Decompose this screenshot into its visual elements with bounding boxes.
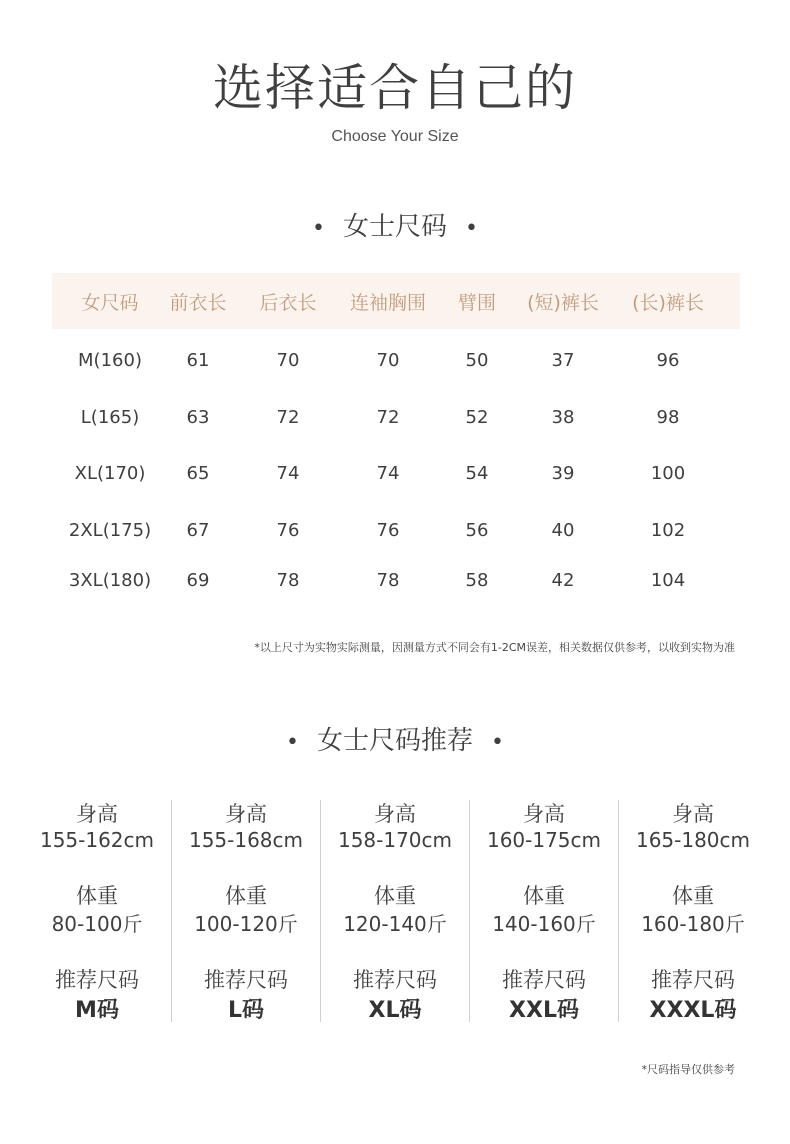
bullet-dot-icon: •: [465, 216, 478, 241]
weight-label: 体重: [374, 884, 416, 908]
recommended-size-label: 推荐尺码: [55, 968, 139, 992]
size-table-cell: 65: [186, 463, 210, 484]
height-range: 165-180cm: [635, 828, 751, 852]
height-range: 155-162cm: [39, 828, 155, 852]
weight-label: 体重: [523, 884, 565, 908]
recommended-size-value: M码: [75, 998, 119, 1023]
size-table-cell: 39: [551, 463, 575, 484]
size-table-cell: 61: [186, 350, 210, 371]
size-table-cell: 78: [276, 570, 300, 591]
size-table-cell: 52: [465, 407, 489, 428]
size-table-cell: M(160): [78, 350, 142, 371]
size-table-cell: 72: [376, 407, 400, 428]
size-table-cell: 74: [276, 463, 300, 484]
size-recommend-column: [470, 800, 618, 1024]
recommended-size-label: 推荐尺码: [502, 968, 586, 992]
size-table-cell: XL(170): [74, 463, 146, 484]
weight-range: 140-160斤: [492, 912, 596, 936]
page-title: 选择适合自己的: [213, 59, 577, 117]
size-recommend-column: [23, 800, 171, 1024]
size-table-cell: 42: [551, 570, 575, 591]
recommended-size-value: XXL码: [509, 998, 579, 1023]
weight-label: 体重: [76, 884, 118, 908]
page-subtitle: Choose Your Size: [331, 128, 459, 145]
size-table-cell: 69: [186, 570, 210, 591]
size-table-header-cell: (短)裤长: [527, 292, 599, 314]
size-table-cell: 2XL(175): [68, 520, 152, 541]
size-table-header-cell: (长)裤长: [632, 292, 704, 314]
size-table-cell: 50: [465, 350, 489, 371]
size-recommend-note: *尺码指导仅供参考: [641, 1063, 735, 1076]
recommended-size-value: XXXL码: [649, 998, 737, 1023]
size-table-header-cell: 连袖胸围: [349, 292, 427, 314]
size-table-header-cell: 前衣长: [169, 292, 227, 314]
height-range: 155-168cm: [188, 828, 304, 852]
weight-label: 体重: [225, 884, 267, 908]
height-label: 身高: [225, 802, 267, 826]
size-table-cell: 56: [465, 520, 489, 541]
size-table-header-cell: 臂围: [457, 292, 497, 314]
size-table-cell: 63: [186, 407, 210, 428]
size-table-cell: 3XL(180): [68, 570, 152, 591]
height-label: 身高: [374, 802, 416, 826]
size-table-cell: 96: [656, 350, 680, 371]
height-range: 158-170cm: [337, 828, 453, 852]
size-table-cell: 98: [656, 407, 680, 428]
weight-range: 80-100斤: [51, 912, 143, 936]
weight-range: 100-120斤: [194, 912, 298, 936]
recommended-size-label: 推荐尺码: [204, 968, 288, 992]
recommended-size-label: 推荐尺码: [651, 968, 735, 992]
size-recommend-heading: [0, 724, 790, 760]
size-table-header-cell: 后衣长: [259, 292, 317, 314]
weight-label: 体重: [672, 884, 714, 908]
size-table-cell: 70: [376, 350, 400, 371]
weight-range: 120-140斤: [343, 912, 447, 936]
size-recommend-column: [321, 800, 469, 1024]
height-label: 身高: [76, 802, 118, 826]
weight-range: 160-180斤: [641, 912, 745, 936]
bullet-dot-icon: •: [312, 216, 325, 241]
size-table-cell: 37: [551, 350, 575, 371]
size-chart-heading: [0, 210, 790, 246]
bullet-dot-icon: •: [286, 730, 299, 755]
size-recommend-column: [619, 800, 767, 1024]
size-table-cell: 67: [186, 520, 210, 541]
height-range: 160-175cm: [486, 828, 602, 852]
size-table-header-cell: 女尺码: [81, 292, 139, 314]
size-table-cell: 104: [650, 570, 686, 591]
size-table-cell: 74: [376, 463, 400, 484]
size-table-cell: 76: [276, 520, 300, 541]
recommended-size-value: XL码: [368, 998, 422, 1023]
size-table-cell: 78: [376, 570, 400, 591]
size-chart-heading-text: 女士尺码: [342, 212, 447, 242]
size-table-cell: 100: [650, 463, 686, 484]
size-table-cell: 102: [650, 520, 686, 541]
size-table-cell: 70: [276, 350, 300, 371]
recommended-size-value: L码: [227, 998, 265, 1023]
size-table-cell: 54: [465, 463, 489, 484]
size-table-cell: 38: [551, 407, 575, 428]
size-table-cell: L(165): [80, 407, 140, 428]
height-label: 身高: [523, 802, 565, 826]
size-table-cell: 58: [465, 570, 489, 591]
size-recommend-column: [172, 800, 320, 1024]
size-table-cell: 40: [551, 520, 575, 541]
height-label: 身高: [672, 802, 714, 826]
bullet-dot-icon: •: [491, 730, 504, 755]
size-table-cell: 76: [376, 520, 400, 541]
size-table-note: *以上尺寸为实物实际测量，因测量方式不同会有1-2CM误差，相关数据仅供参考，以收到实物为准: [254, 641, 735, 654]
recommended-size-label: 推荐尺码: [353, 968, 437, 992]
size-recommend-heading-text: 女士尺码推荐: [316, 726, 473, 756]
size-table-cell: 72: [276, 407, 300, 428]
